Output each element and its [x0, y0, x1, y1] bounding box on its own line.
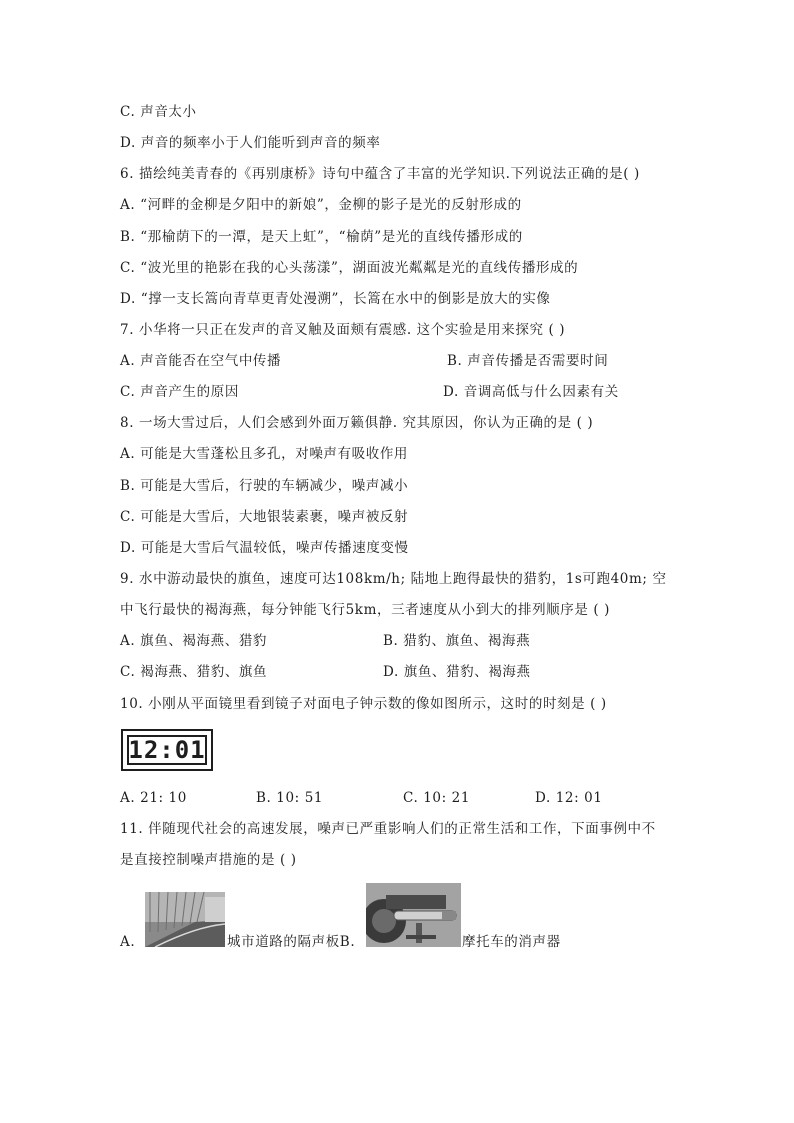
- q11-option-b-text: 摩托车的消声器: [462, 934, 561, 950]
- q8-option-a: A. 可能是大雪蓬松且多孔，对噪声有吸收作用: [120, 446, 409, 462]
- q6-stem: 6. 描绘纯美青春的《再别康桥》诗句中蕴含了丰富的光学知识.下列说法正确的是( ): [120, 166, 640, 182]
- q8-option-d: D. 可能是大雪后气温较低，噪声传播速度变慢: [120, 540, 409, 556]
- q7-option-a: A. 声音能否在空气中传播: [120, 353, 282, 369]
- digital-clock-figure: [121, 729, 213, 771]
- q5-option-d: D. 声音的频率小于人们能听到声音的频率: [120, 135, 381, 151]
- q5-option-c: C. 声音太小: [120, 104, 197, 120]
- q11-stem-line2: 是直接控制噪声措施的是 ( ): [120, 852, 297, 868]
- noise-barrier-photo: [145, 892, 225, 947]
- q8-option-c: C. 可能是大雪后，大地银装素裹，噪声被反射: [120, 509, 409, 525]
- motorcycle-muffler-photo: [366, 883, 461, 947]
- q10-option-b: B. 10: 51: [256, 790, 324, 806]
- q11-stem-line1: 11. 伴随现代社会的高速发展，噪声已严重影响人们的正常生活和工作，下面事例中不: [120, 821, 656, 837]
- q11-option-a-label: A.: [120, 934, 136, 950]
- q10-option-d: D. 12: 01: [535, 790, 603, 806]
- q10-stem: 10. 小刚从平面镜里看到镜子对面电子钟示数的像如图所示，这时的时刻是 ( ): [120, 696, 607, 712]
- q11-option-a-text: 城市道路的隔声板B.: [227, 934, 356, 950]
- q9-stem-line1: 9. 水中游动最快的旗鱼，速度可达108km/h; 陆地上跑得最快的猎豹，1s可跑40m; 空: [120, 571, 667, 587]
- q7-stem: 7. 小华将一只正在发声的音叉触及面颊有震感. 这个实验是用来探究 ( ): [120, 322, 566, 338]
- q9-option-c: C. 褐海燕、猎豹、旗鱼: [120, 664, 268, 680]
- q9-option-a: A. 旗鱼、褐海燕、猎豹: [120, 633, 268, 649]
- q6-option-a: A. “河畔的金柳是夕阳中的新娘”，金柳的影子是光的反射形成的: [120, 197, 522, 213]
- q8-option-b: B. 可能是大雪后，行驶的车辆减少，噪声减小: [120, 478, 409, 494]
- q6-option-c: C. “波光里的艳影在我的心头荡漾”，湖面波光粼粼是光的直线传播形成的: [120, 260, 579, 276]
- q6-option-b: B. “那榆荫下的一潭，是天上虹”，“榆荫”是光的直线传播形成的: [120, 229, 523, 245]
- clock-display: 12:01: [128, 736, 206, 764]
- q10-option-c: C. 10: 21: [403, 790, 471, 806]
- q7-option-d: D. 音调高低与什么因素有关: [443, 384, 619, 400]
- q6-option-d: D. “撑一支长篙向青草更青处漫溯”，长篙在水中的倒影是放大的实像: [120, 291, 551, 307]
- q9-option-d: D. 旗鱼、猎豹、褐海燕: [383, 664, 531, 680]
- q9-option-b: B. 猎豹、旗鱼、褐海燕: [383, 633, 531, 649]
- q8-stem: 8. 一场大雪过后，人们会感到外面万籁俱静. 究其原因，你认为正确的是 ( ): [120, 415, 594, 431]
- q10-option-a: A. 21: 10: [120, 790, 187, 806]
- q7-option-b: B. 声音传播是否需要时间: [447, 353, 609, 369]
- q9-stem-line2: 中飞行最快的褐海燕，每分钟能飞行5km，三者速度从小到大的排列顺序是 ( ): [120, 602, 610, 618]
- q7-option-c: C. 声音产生的原因: [120, 384, 239, 400]
